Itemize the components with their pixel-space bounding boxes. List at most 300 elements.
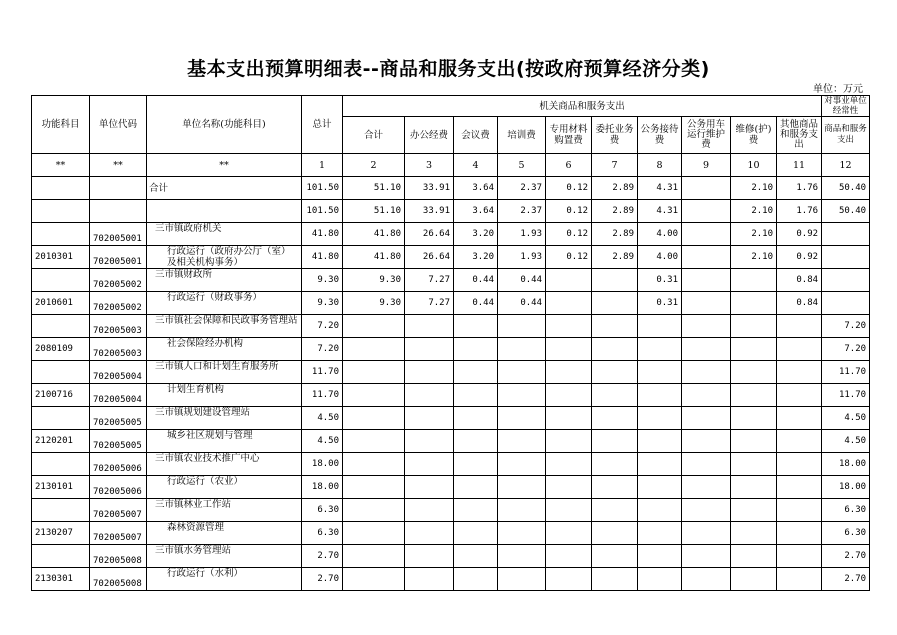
value-cell [592,269,638,292]
value-cell [454,430,498,453]
value-cell [777,315,822,338]
value-cell [682,177,731,200]
value-cell: 51.10 [343,200,405,223]
index-cell: 3 [405,154,454,177]
value-cell: 4.50 [822,430,870,453]
unit-name-cell: 社会保险经办机构 [147,338,302,361]
value-cell [777,568,822,591]
value-cell [343,430,405,453]
unit-code-cell: 702005007 [90,499,147,522]
func-subject-cell [32,545,90,568]
index-cell: 1 [302,154,343,177]
unit-code-cell: 702005005 [90,407,147,430]
value-cell: 18.00 [822,453,870,476]
value-cell: 7.27 [405,292,454,315]
unit-code-cell: 702005001 [90,246,147,269]
value-cell [405,430,454,453]
func-subject-cell: 2120201 [32,430,90,453]
value-cell [498,499,546,522]
value-cell: 9.30 [343,292,405,315]
unit-code-cell: 702005007 [90,522,147,545]
value-cell [546,292,592,315]
value-cell [454,545,498,568]
value-cell [592,476,638,499]
unit-code-cell: 702005004 [90,384,147,407]
value-cell: 6.30 [822,499,870,522]
value-cell: 1.93 [498,246,546,269]
value-cell: 41.80 [343,246,405,269]
value-cell [638,499,682,522]
value-cell: 11.70 [302,361,343,384]
value-cell [731,315,777,338]
value-cell: 1.93 [498,223,546,246]
value-cell: 9.30 [302,292,343,315]
value-cell [343,522,405,545]
value-cell: 0.84 [777,269,822,292]
value-cell [405,522,454,545]
value-cell [682,223,731,246]
value-cell: 2.89 [592,246,638,269]
value-cell [343,361,405,384]
value-cell [498,545,546,568]
value-cell [682,315,731,338]
value-cell [498,568,546,591]
index-cell: 8 [638,154,682,177]
value-cell: 4.31 [638,177,682,200]
value-cell [822,223,870,246]
header-sub-2: 会议费 [454,117,498,154]
value-cell [822,269,870,292]
value-cell [731,545,777,568]
value-cell: 3.20 [454,223,498,246]
value-cell [546,476,592,499]
value-cell: 0.31 [638,292,682,315]
unit-name-cell: 计划生育机构 [147,384,302,407]
value-cell [638,315,682,338]
header-sub-4: 专用材料购置费 [546,117,592,154]
value-cell [731,499,777,522]
table-row [32,522,870,545]
value-cell [592,522,638,545]
value-cell: 26.64 [405,223,454,246]
unit-code-cell: 702005006 [90,453,147,476]
unit-name-cell: 行政运行（财政事务） [147,292,302,315]
value-cell: 41.80 [343,223,405,246]
table-row [32,453,870,476]
value-cell [592,384,638,407]
value-cell: 1.76 [777,200,822,223]
header-sub-3: 培训费 [498,117,546,154]
value-cell [343,407,405,430]
value-cell: 0.44 [498,292,546,315]
unit-name-cell: 三市镇农业技术推广中心 [147,453,302,476]
value-cell [498,384,546,407]
value-cell: 26.64 [405,246,454,269]
table-row [32,361,870,384]
value-cell: 2.89 [592,200,638,223]
value-cell [343,384,405,407]
value-cell [405,499,454,522]
value-cell [343,499,405,522]
index-cell: 12 [822,154,870,177]
value-cell [682,522,731,545]
unit-code-cell: 702005003 [90,315,147,338]
value-cell: 0.84 [777,292,822,315]
unit-code-cell [90,200,147,223]
value-cell: 2.70 [822,545,870,568]
value-cell [498,476,546,499]
table-row [32,430,870,453]
value-cell: 2.37 [498,200,546,223]
func-subject-cell [32,315,90,338]
value-cell [454,361,498,384]
table-row [32,384,870,407]
value-cell [777,430,822,453]
value-cell [731,338,777,361]
index-cell: 5 [498,154,546,177]
value-cell [546,361,592,384]
value-cell [454,407,498,430]
value-cell [731,476,777,499]
func-subject-cell: 2130207 [32,522,90,545]
value-cell [498,522,546,545]
value-cell [454,522,498,545]
value-cell [343,476,405,499]
index-cell: ** [90,154,147,177]
value-cell [822,292,870,315]
unit-name-cell: 行政运行（政府办公厅（室）及相关机构事务） [147,246,302,269]
value-cell [777,453,822,476]
value-cell: 41.80 [302,223,343,246]
table-row [32,545,870,568]
value-cell: 0.44 [498,269,546,292]
value-cell [777,361,822,384]
header-sub-1: 办公经费 [405,117,454,154]
value-cell: 4.31 [638,200,682,223]
unit-code-cell: 702005001 [90,223,147,246]
value-cell: 7.27 [405,269,454,292]
value-cell [343,453,405,476]
table-row [32,407,870,430]
value-cell [454,384,498,407]
value-cell [682,246,731,269]
value-cell [592,430,638,453]
value-cell: 0.44 [454,269,498,292]
index-row [32,154,870,177]
value-cell [682,407,731,430]
value-cell: 0.92 [777,223,822,246]
value-cell [777,338,822,361]
value-cell: 11.70 [302,384,343,407]
unit-label: 单位：万元 [813,84,863,95]
value-cell [731,384,777,407]
value-cell [682,292,731,315]
value-cell: 6.30 [302,522,343,545]
value-cell [592,338,638,361]
value-cell [682,200,731,223]
value-cell [731,430,777,453]
header-unit-name: 单位名称(功能科目) [147,96,302,154]
value-cell [546,315,592,338]
func-subject-cell [32,499,90,522]
value-cell [592,292,638,315]
value-cell [592,545,638,568]
value-cell [638,384,682,407]
value-cell [454,499,498,522]
value-cell [498,430,546,453]
header-sub-0: 合计 [343,117,405,154]
unit-name-cell: 城乡社区规划与管理 [147,430,302,453]
index-cell: 7 [592,154,638,177]
header-sub-6: 公务接待费 [638,117,682,154]
func-subject-cell [32,361,90,384]
func-subject-cell [32,453,90,476]
unit-code-cell: 702005002 [90,292,147,315]
value-cell: 18.00 [302,476,343,499]
value-cell: 2.10 [731,200,777,223]
value-cell: 41.80 [302,246,343,269]
index-cell: 9 [682,154,731,177]
value-cell [546,384,592,407]
value-cell: 4.50 [302,407,343,430]
value-cell: 7.20 [302,338,343,361]
value-cell [777,407,822,430]
func-subject-cell: 2130301 [32,568,90,591]
value-cell: 2.10 [731,177,777,200]
value-cell [731,453,777,476]
table-row [32,246,870,269]
page-title: 基本支出预算明细表--商品和服务支出(按政府预算经济分类) [187,58,710,80]
value-cell [592,361,638,384]
func-subject-cell: 2010601 [32,292,90,315]
value-cell [731,292,777,315]
value-cell [546,338,592,361]
unit-name-cell: 合计 [147,177,302,200]
unit-name-cell: 三市镇财政所 [147,269,302,292]
value-cell: 33.91 [405,177,454,200]
header-group: 机关商品和服务支出 [343,96,822,117]
value-cell [731,407,777,430]
value-cell [454,338,498,361]
value-cell: 0.44 [454,292,498,315]
unit-code-cell: 702005006 [90,476,147,499]
table-row [32,315,870,338]
value-cell: 2.10 [731,246,777,269]
header-extra-top: 对事业单位经常性 [822,96,870,117]
value-cell: 18.00 [822,476,870,499]
unit-name-cell: 三市镇规划建设管理站 [147,407,302,430]
value-cell: 101.50 [302,177,343,200]
index-cell: 10 [731,154,777,177]
table-row [32,338,870,361]
value-cell: 4.50 [302,430,343,453]
value-cell [822,246,870,269]
value-cell: 2.37 [498,177,546,200]
value-cell: 2.70 [302,545,343,568]
value-cell: 2.70 [822,568,870,591]
value-cell: 0.12 [546,177,592,200]
value-cell [638,476,682,499]
func-subject-cell [32,200,90,223]
value-cell [682,430,731,453]
value-cell [682,338,731,361]
index-cell: 4 [454,154,498,177]
value-cell [777,476,822,499]
value-cell [405,384,454,407]
table-row [32,269,870,292]
func-subject-cell: 2100716 [32,384,90,407]
value-cell [682,453,731,476]
header-sub-8: 维修(护)费 [731,117,777,154]
value-cell [682,545,731,568]
value-cell [731,522,777,545]
value-cell [777,545,822,568]
value-cell [546,568,592,591]
value-cell [638,430,682,453]
value-cell [498,407,546,430]
value-cell: 9.30 [302,269,343,292]
value-cell [682,361,731,384]
header-total: 总计 [302,96,343,154]
header-sub-5: 委托业务费 [592,117,638,154]
value-cell [592,407,638,430]
value-cell: 2.70 [302,568,343,591]
index-cell: ** [147,154,302,177]
value-cell [682,499,731,522]
value-cell: 0.31 [638,269,682,292]
value-cell [638,407,682,430]
value-cell [405,315,454,338]
budget-table [31,95,870,591]
value-cell: 7.20 [302,315,343,338]
value-cell [592,315,638,338]
value-cell [638,453,682,476]
value-cell: 9.30 [343,269,405,292]
unit-name-cell: 三市镇政府机关 [147,223,302,246]
value-cell [454,315,498,338]
value-cell [682,476,731,499]
value-cell: 101.50 [302,200,343,223]
unit-code-cell: 702005003 [90,338,147,361]
index-cell: 2 [343,154,405,177]
value-cell: 50.40 [822,200,870,223]
index-cell: ** [32,154,90,177]
value-cell [777,384,822,407]
value-cell [682,384,731,407]
value-cell [682,269,731,292]
value-cell [592,499,638,522]
func-subject-cell: 2130101 [32,476,90,499]
value-cell: 18.00 [302,453,343,476]
value-cell [731,269,777,292]
value-cell [546,430,592,453]
table-row [32,223,870,246]
value-cell: 6.30 [302,499,343,522]
unit-name-cell: 行政运行（水利） [147,568,302,591]
value-cell: 51.10 [343,177,405,200]
value-cell: 50.40 [822,177,870,200]
unit-code-cell: 702005008 [90,545,147,568]
value-cell: 6.30 [822,522,870,545]
unit-name-cell [147,200,302,223]
value-cell [405,476,454,499]
unit-name-cell: 三市镇社会保障和民政事务管理站 [147,315,302,338]
value-cell: 2.89 [592,177,638,200]
value-cell: 1.76 [777,177,822,200]
value-cell: 0.12 [546,223,592,246]
func-subject-cell: 2010301 [32,246,90,269]
value-cell [777,499,822,522]
value-cell: 33.91 [405,200,454,223]
table-row [32,200,870,223]
unit-name-cell: 行政运行（农业） [147,476,302,499]
unit-name-cell: 三市镇林业工作站 [147,499,302,522]
value-cell: 0.12 [546,246,592,269]
value-cell [454,476,498,499]
table-row [32,292,870,315]
value-cell [638,361,682,384]
value-cell [592,453,638,476]
value-cell: 3.20 [454,246,498,269]
value-cell: 0.12 [546,200,592,223]
value-cell [682,568,731,591]
unit-code-cell: 702005005 [90,430,147,453]
value-cell [498,453,546,476]
unit-name-cell: 三市镇水务管理站 [147,545,302,568]
value-cell: 11.70 [822,384,870,407]
unit-code-cell [90,177,147,200]
value-cell: 3.64 [454,177,498,200]
value-cell [546,407,592,430]
header-sub-7: 公务用车运行维护费 [682,117,731,154]
value-cell [546,453,592,476]
value-cell: 7.20 [822,315,870,338]
table-row [32,177,870,200]
value-cell: 4.00 [638,246,682,269]
value-cell [454,568,498,591]
value-cell [546,545,592,568]
value-cell: 2.89 [592,223,638,246]
value-cell [498,315,546,338]
value-cell: 4.50 [822,407,870,430]
value-cell [498,361,546,384]
value-cell [405,568,454,591]
table-row [32,476,870,499]
func-subject-cell: 2080109 [32,338,90,361]
value-cell [638,338,682,361]
header-extra-bottom: 商品和服务支出 [822,117,870,154]
unit-code-cell: 702005004 [90,361,147,384]
value-cell [638,522,682,545]
value-cell [546,522,592,545]
value-cell [638,545,682,568]
index-cell: 11 [777,154,822,177]
header-func-subject: 功能科目 [32,96,90,154]
value-cell [498,338,546,361]
value-cell [343,545,405,568]
func-subject-cell [32,269,90,292]
value-cell [405,338,454,361]
value-cell [638,568,682,591]
table-row [32,568,870,591]
value-cell [343,568,405,591]
value-cell [405,453,454,476]
value-cell [731,361,777,384]
value-cell [343,315,405,338]
value-cell [405,545,454,568]
header-unit-code: 单位代码 [90,96,147,154]
value-cell [405,361,454,384]
